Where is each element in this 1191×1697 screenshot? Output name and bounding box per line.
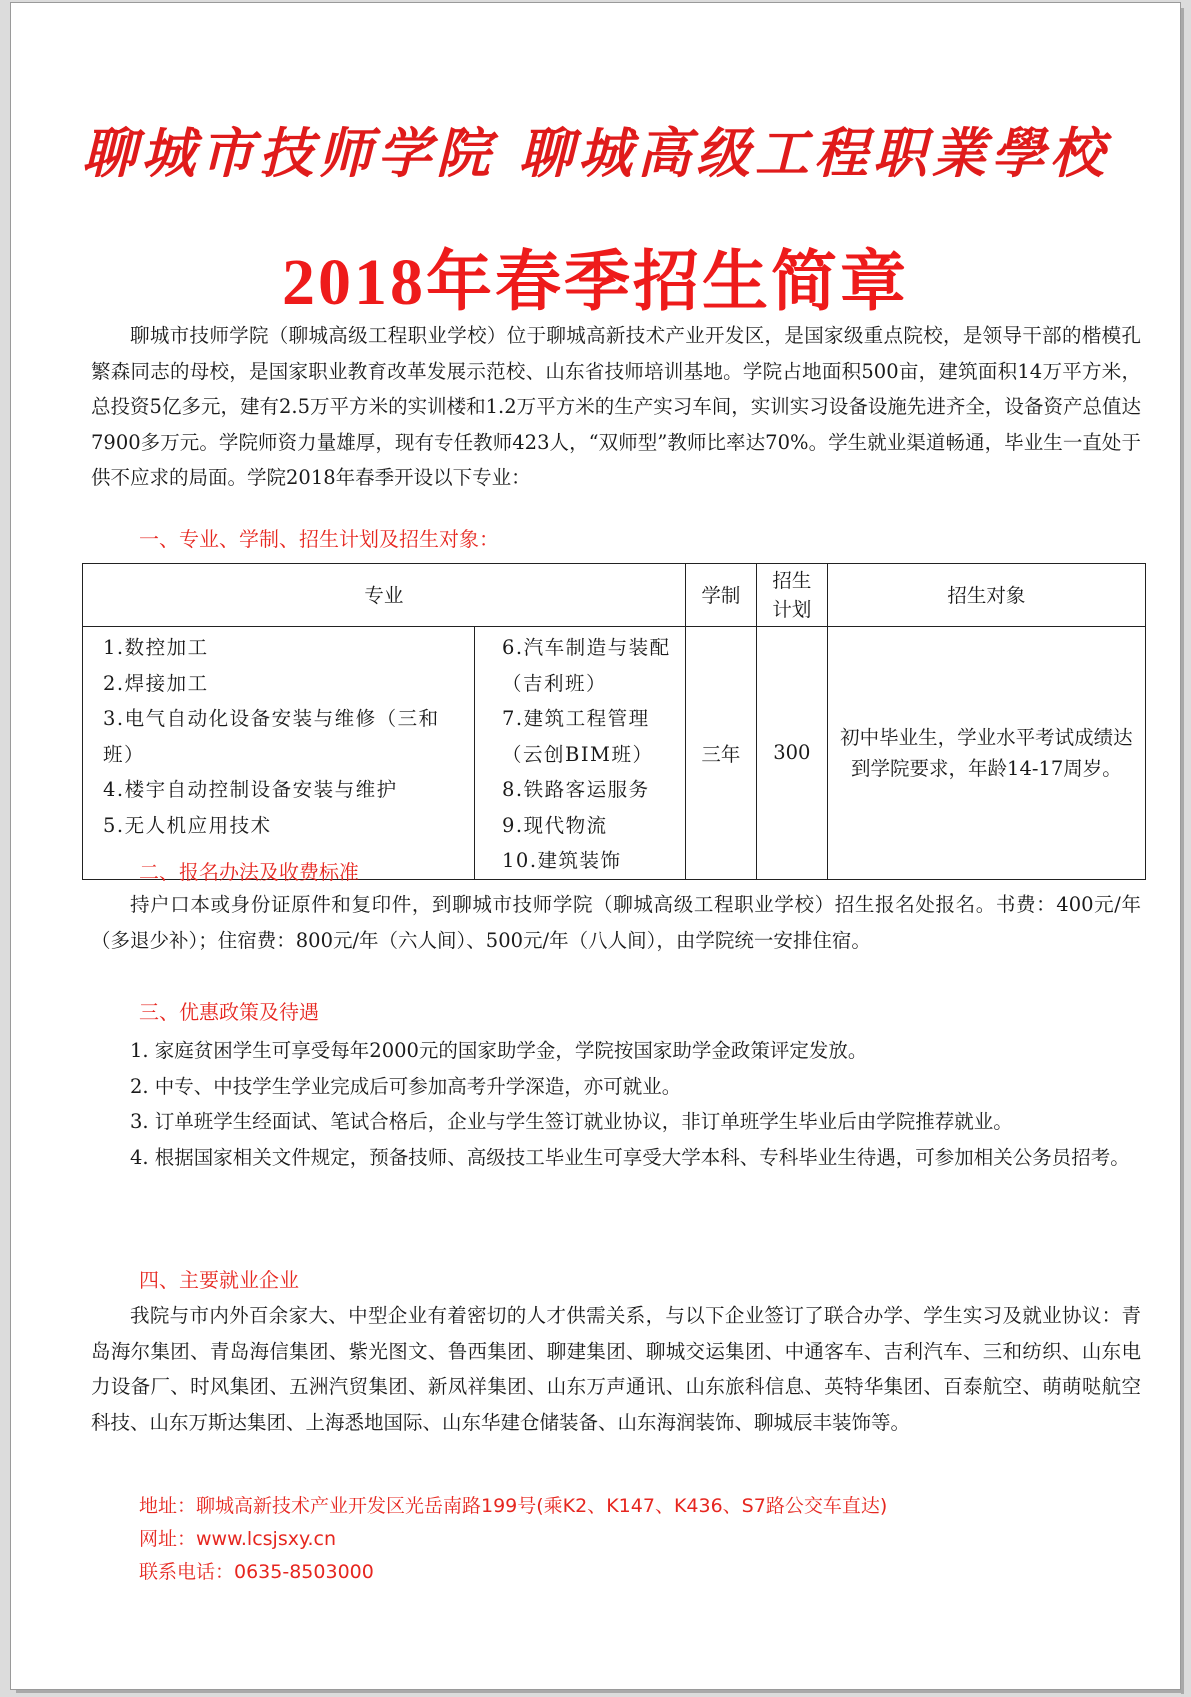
- document-page: [10, 2, 1181, 1690]
- header-major: 专业: [83, 564, 686, 627]
- brand-calligraphy: 聊城市技师学院 聊城高级工程职業學校: [82, 121, 1109, 185]
- header-plan-line2: 计划: [772, 598, 812, 621]
- website-line: 网址：www.lcsjsxy.cn: [139, 1528, 337, 1550]
- brand-header: [11, 111, 1180, 188]
- policy-item: 4. 根据国家相关文件规定，预备技师、高级技工毕业生可享受大学本科、专科毕业生待遇，可参加相关公务员招考。: [130, 1145, 1130, 1169]
- section-heading-2: 二、报名办法及收费标准: [139, 860, 359, 884]
- policy-list: [91, 1033, 1141, 1175]
- list-item: 1.数控加工: [103, 636, 209, 659]
- list-item: 8.铁路客运服务: [502, 778, 650, 801]
- section-heading-3: 三、优惠政策及待遇: [139, 1000, 319, 1024]
- duration-cell: 三年: [685, 627, 756, 880]
- majors-right-list: [502, 630, 675, 879]
- list-item: 5.无人机应用技术: [103, 813, 272, 837]
- majors-left-list: [103, 630, 466, 843]
- policy-item: 3. 订单班学生经面试、笔试合格后，企业与学生签订就业协议，非订单班学生毕业后由学院推荐就业。: [130, 1110, 1013, 1133]
- contact-info: [139, 1490, 887, 1589]
- phone-line: 联系电话：0635-8503000: [139, 1561, 374, 1583]
- majors-right-cell: [475, 627, 686, 880]
- employers-paragraph: 我院与市内外百余家大、中型企业有着密切的人才供需关系，与以下企业签订了联合办学、学生实习及就业协议：青岛海尔集团、青岛海信集团、紫光图文、鲁西集团、聊建集团、聊城交运集团、中通客车、吉利汽车、三和纺织、山东电力设备厂、时风集团、五洲汽贸集团、新凤祥集团、山东万声通讯、山东旅科信息、英特华集团、百泰航空、萌萌哒航空科技、山东万斯达集团、上海悉地国际、山东华建仓储装备、山东海润装饰、聊城辰丰装饰等。: [91, 1304, 1141, 1434]
- header-plan: [756, 564, 827, 627]
- section-heading-4: 四、主要就业企业: [139, 1268, 299, 1292]
- intro-paragraph: 聊城市技师学院（聊城高级工程职业学校）位于聊城高新技术产业开发区，是国家级重点院校，是领导干部的楷模孔繁森同志的母校，是国家职业教育改革发展示范校、山东省技师培训基地。学院占地面积500亩，建筑面积14万平方米，总投资5亿多元，建有2.5万平方米的实训楼和1.2万平方米的生产实习车间，实训实习设备设施先进齐全，设备资产总值达7900多万元。学院师资力量雄厚，现有专任教师423人，“双师型”教师比率达70%。学生就业渠道畅通，毕业生一直处于供不应求的局面。学院2018年春季开设以下专业：: [91, 324, 1141, 489]
- list-item: 6.汽车制造与装配（吉利班）: [502, 636, 671, 695]
- majors-left-cell: [83, 627, 475, 880]
- policy-item: 2. 中专、中技学生学业完成后可参加高考升学深造，亦可就业。: [130, 1074, 682, 1098]
- plan-cell: 300: [756, 627, 827, 880]
- page-shadow-bottom: [16, 1690, 1184, 1693]
- header-duration: 学制: [685, 564, 756, 627]
- address-line: 地址：聊城高新技术产业开发区光岳南路199号(乘K2、K147、K436、S7路公交车直达): [139, 1495, 888, 1517]
- header-plan-line1: 招生: [772, 569, 812, 592]
- audience-cell: 初中毕业生，学业水平考试成绩达到学院要求，年龄14-17周岁。: [827, 627, 1145, 880]
- list-item: 9.现代物流: [502, 813, 608, 837]
- list-item: 10.建筑装饰: [502, 849, 622, 872]
- registration-paragraph: 持户口本或身份证原件和复印件，到聊城市技师学院（聊城高级工程职业学校）招生报名处报名。书费：400元/年（多退少补）；住宿费：800元/年（六人间）、500元/年（八人间），由学院统一安排住宿。: [91, 893, 1141, 952]
- registration-block: [91, 887, 1141, 958]
- table-row: [83, 627, 1146, 880]
- section-heading-1: 一、专业、学制、招生计划及招生对象：: [139, 527, 499, 551]
- list-item: 4.楼宇自动控制设备安装与维护: [103, 778, 398, 801]
- document-title: 2018年春季招生简章: [282, 246, 909, 319]
- intro-block: [91, 318, 1141, 496]
- list-item: 7.建筑工程管理（云创BIM班）: [502, 707, 654, 766]
- list-item: 3.电气自动化设备安装与维修（三和班）: [103, 707, 440, 766]
- list-item: 2.焊接加工: [103, 671, 209, 695]
- page-shadow-right: [1181, 8, 1184, 1694]
- employers-block: [91, 1298, 1141, 1440]
- header-audience: 招生对象: [827, 564, 1145, 627]
- enrollment-table: [82, 563, 1146, 880]
- policy-item: 1. 家庭贫困学生可享受每年2000元的国家助学金，学院按国家助学金政策评定发放。: [130, 1039, 868, 1062]
- table-header-row: [83, 564, 1146, 627]
